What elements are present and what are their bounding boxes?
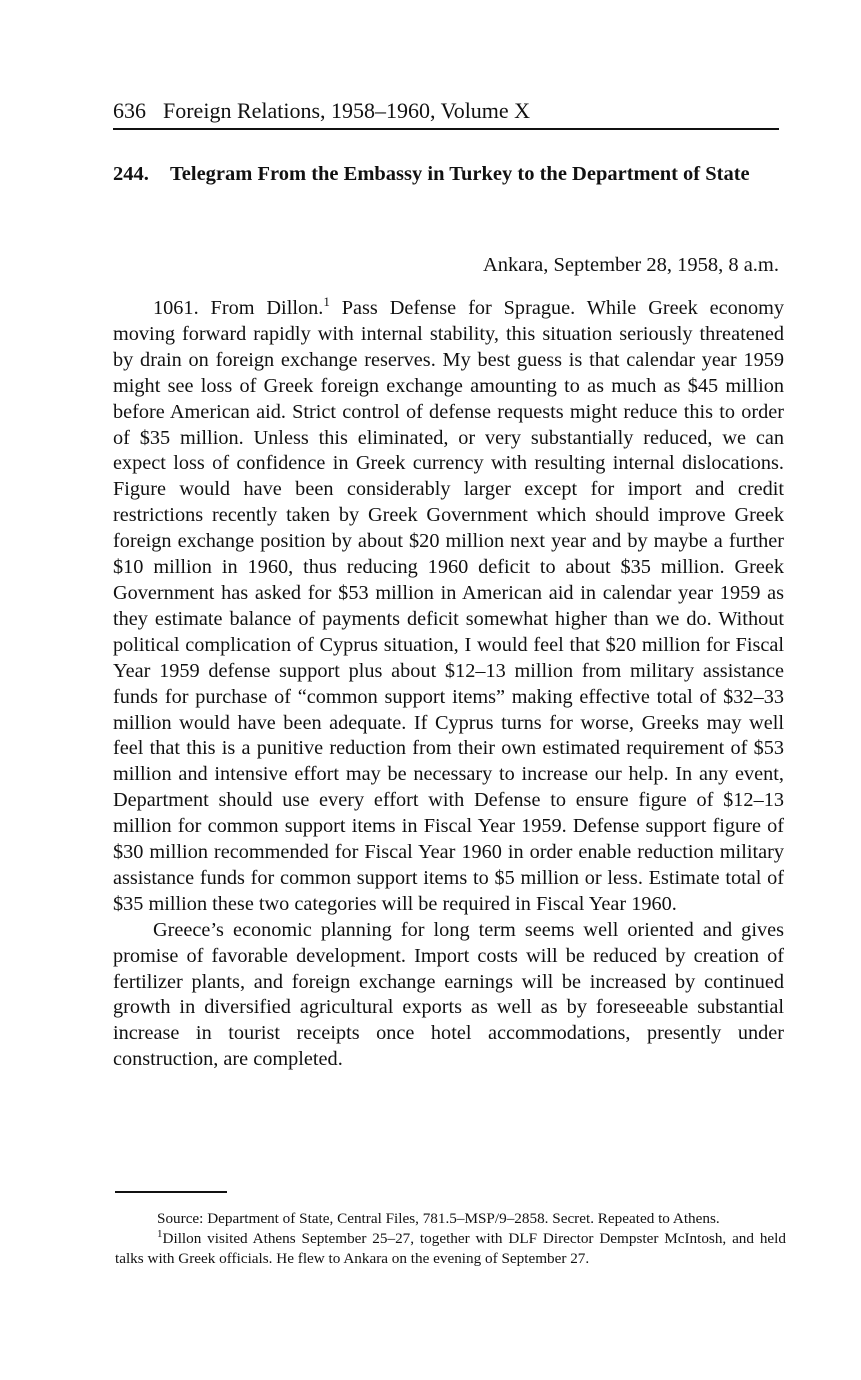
footnote-1 bbox=[115, 1229, 786, 1269]
footnote-divider bbox=[115, 1191, 227, 1193]
telegram-body bbox=[113, 296, 784, 1073]
document-title: Telegram From the Embassy in Turkey to the Department of State bbox=[170, 163, 750, 185]
footnote-1-text: Dillon visited Athens September 25–27, together with DLF Director Dempster McIntosh, and held talks with Greek officials. He flew to Ankara on the evening of September 27. bbox=[115, 1230, 786, 1267]
paragraph-1-opening: 1061. From Dillon. bbox=[153, 297, 324, 319]
body-paragraph-2: Greece’s economic planning for long term seems well oriented and gives promise of favorable development. Import costs will be reduced by creation of fertilizer plants, and foreign exchange earnings will be increased by continued growth in diversified agricultural exports as well as by foreseeable substantial increase in tourist receipts once hotel accommodations, presently under construction, are completed. bbox=[113, 918, 784, 1071]
body-paragraph-1 bbox=[113, 296, 784, 918]
footnote-1-mark: 1 bbox=[157, 1228, 163, 1240]
source-note: Source: Department of State, Central Files, 781.5–MSP/9–2858. Secret. Repeated to Athens. bbox=[157, 1210, 720, 1227]
footnotes bbox=[115, 1209, 786, 1269]
footnote-reference-1: 1 bbox=[323, 294, 330, 309]
dateline: Ankara, September 28, 1958, 8 a.m. bbox=[482, 254, 779, 276]
running-title: Foreign Relations, 1958–1960, Volume X bbox=[163, 98, 531, 123]
page-number: 636 bbox=[113, 98, 146, 123]
page-header bbox=[113, 96, 779, 130]
document-number: 244. bbox=[113, 163, 149, 185]
paragraph-1-text: Pass Defense for Sprague. While Greek economy moving forward rapidly with internal stability, this situation seriously threatened by drain on foreign exchange reserves. My best guess is that calendar year 1959 might see loss of Greek foreign exchange amounting to as much as $45 million before American aid. Strict control of defense requests might reduce this to order of $35 million. Unless this eliminated, or very substantially reduced, we can expect loss of confidence in Greek currency with resulting internal dislocations. Figure would have been considerably larger except for import and credit restrictions recently taken by Greek Government which should improve Greek foreign exchange position by about $20 million next year and by maybe a further $10 million in 1960, thus reducing 1960 deficit to about $35 million. Greek Government has asked for $53 million in American aid in calendar year 1959 as they estimate balance of payments deficit somewhat higher than we do. Without political complication of Cyprus situation, I would feel that $20 million for Fiscal Year 1959 defense support plus about $12–13 million from military assistance funds for purchase of “common support items” making effective total of $32–33 million would have been adequate. If Cyprus turns for worse, Greeks may well feel that this is a punitive reduction from their own estimated requirement of $53 million and intensive effort may be necessary to increase our help. In any event, Department should use every effort with Defense to ensure figure of $12–13 million for common support items in Fiscal Year 1959. Defense support figure of $30 million recommended for Fiscal Year 1960 in order enable reduction military assistance funds for common support items to $5 million or less. Estimate total of $35 million these two categories will be required in Fiscal Year 1960. bbox=[113, 297, 784, 915]
